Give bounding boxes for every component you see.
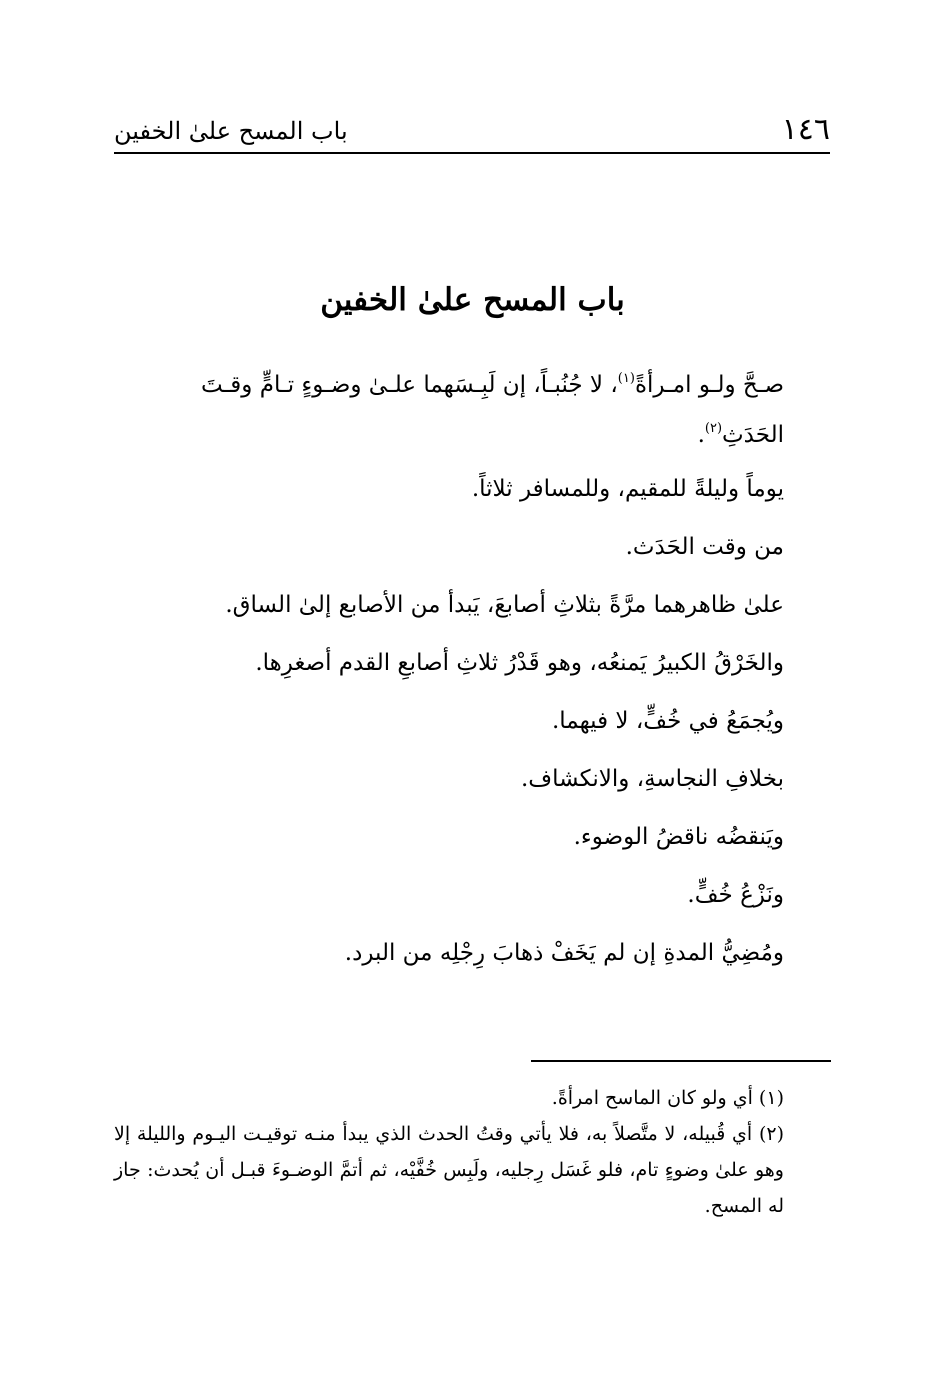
- intro-continuation: [114, 410, 784, 460]
- text-line: بخلافِ النجاسةِ، والانكشاف.: [520, 766, 784, 792]
- page-header: [114, 112, 830, 154]
- text-line: يوماً وليلةً للمقيم، وللمسافر ثلاثاً.: [471, 476, 784, 502]
- intro-paragraph: [114, 360, 830, 460]
- text-line: ويُجمَعُ في خُفٍّ، لا فيهما.: [551, 708, 784, 734]
- footnote-divider: [531, 1060, 831, 1062]
- text-line: ويَنقضُه ناقضُ الوضوء.: [573, 824, 784, 850]
- chapter-title: باب المسح علىٰ الخفين: [320, 282, 625, 318]
- footnote-2: (٢) أي قُبيله، لا متَّصلاً به، فلا يأتي وقتُ الحدث الذي يبدأ منـه توقيـت اليـوم والليلة إلا وهو علىٰ وضوءٍ تام، فلو غَسَل رِجليه، ولَبِس خُفَّيْه، ثم أتمَّ الوضـوءَ قبـل أن يُحدث: جاز له المسح.: [114, 1123, 784, 1217]
- intro-text-start: صـحَّ ولـو امـرأةً: [634, 372, 784, 398]
- text-line: والخَرْقُ الكبيرُ يَمنعُه، وهو قَدْرُ ثلاثِ أصابعِ القدم أصغرِها.: [255, 650, 784, 676]
- footnote-ref-1[interactable]: (١): [617, 371, 635, 386]
- footnote-ref-2[interactable]: (٢): [704, 421, 723, 436]
- intro-text-rest: ، لا جُنُبـاً، إن لَبِـسَهما علـىٰ وضـوءٍ تـامٍّ وقـتَ: [200, 372, 618, 398]
- footnote-1: (١) أي ولو كان الماسح امرأةً.: [551, 1087, 784, 1109]
- text-line: ونَزْعُ خُفٍّ.: [687, 882, 784, 908]
- intro-text-hadath: الحَدَثِ: [722, 422, 784, 448]
- text-line: علىٰ ظاهرهما مرَّةً بثلاثِ أصابعَ، يَبدأ من الأصابع إلىٰ الساق.: [225, 592, 784, 618]
- page-number: ١٤٦: [781, 112, 830, 147]
- footnotes: [114, 1080, 830, 1224]
- text-line: من وقت الحَدَث.: [625, 534, 784, 560]
- running-title: باب المسح علىٰ الخفين: [114, 117, 348, 145]
- intro-text-end: .: [697, 422, 705, 448]
- text-line: ومُضِيُّ المدةِ إن لم يَخَفْ ذهابَ رِجْلِه من البرد.: [344, 940, 784, 966]
- main-text: [114, 360, 830, 982]
